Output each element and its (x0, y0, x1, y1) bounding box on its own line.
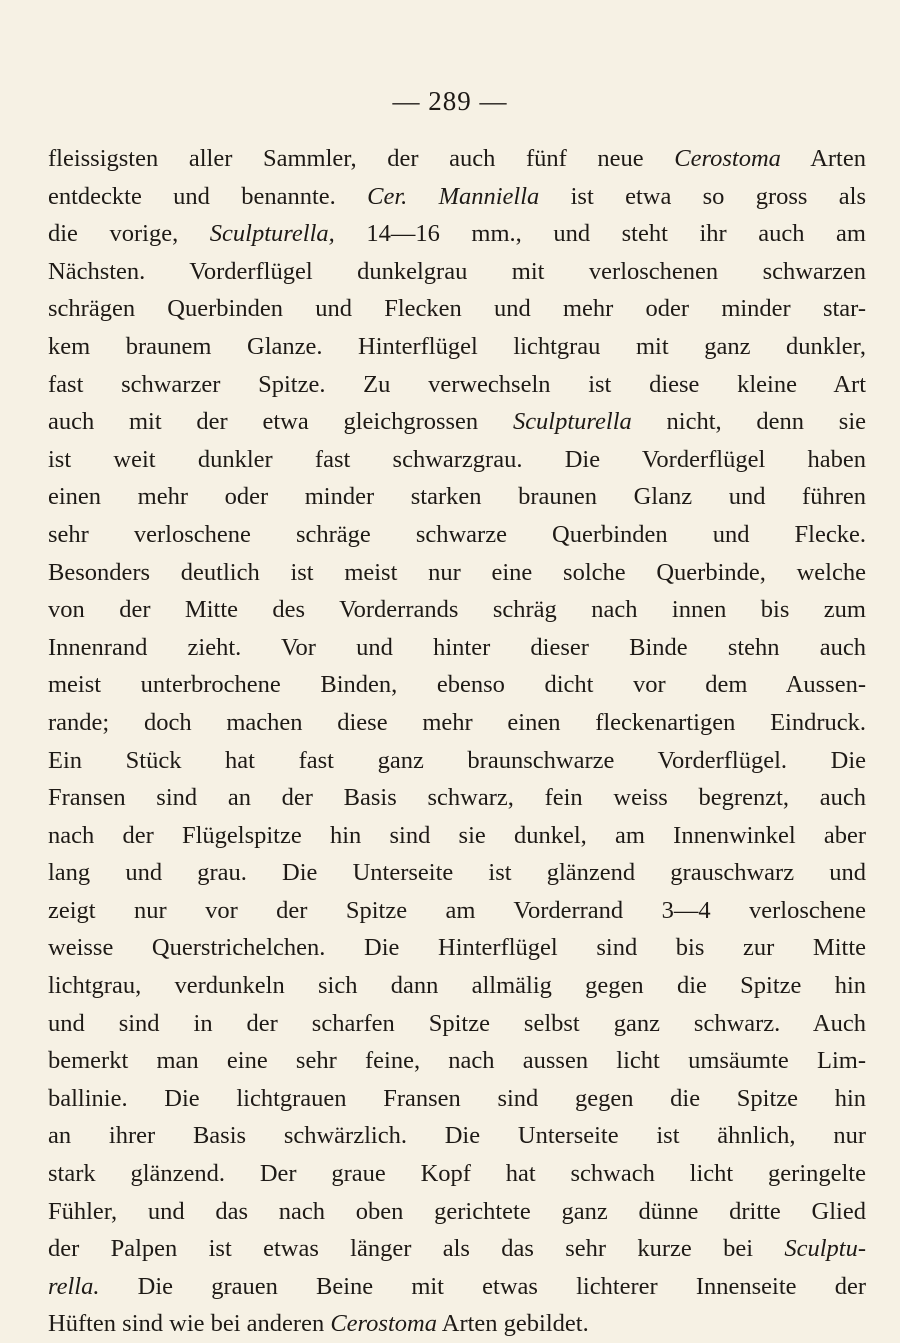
text-line: fast schwarzer Spitze. Zu verwechseln ist diese kleine Art (48, 370, 866, 398)
text-line: einen mehr oder minder starken braunen Glanz und führen (48, 483, 866, 511)
text-line: stark glänzend. Der graue Kopf hat schwach licht geringelte (48, 1160, 866, 1188)
text-line: weisse Querstrichelchen. Die Hinterflügel sind bis zur Mitte (48, 934, 866, 962)
text-line: rella. Die grauen Beine mit etwas lichterer Innenseite der (48, 1272, 866, 1300)
text-line: der Palpen ist etwas länger als das sehr kurze bei Sculptu- (48, 1235, 866, 1263)
text-line: von der Mitte des Vorderrands schräg nach innen bis zum (48, 596, 866, 624)
text-line: an ihrer Basis schwärzlich. Die Unterseite ist ähnlich, nur (48, 1122, 866, 1150)
text-line: nach der Flügelspitze hin sind sie dunkel, am Innenwinkel aber (48, 821, 866, 849)
text-line: und sind in der scharfen Spitze selbst ganz schwarz. Auch (48, 1009, 866, 1037)
text-line: Nächsten. Vorderflügel dunkelgrau mit verloschenen schwarzen (48, 257, 866, 285)
text-line: rande; doch machen diese mehr einen fleckenartigen Eindruck. (48, 708, 866, 736)
text-line: bemerkt man eine sehr feine, nach aussen licht umsäumte Lim- (48, 1047, 866, 1075)
text-line: Hüften sind wie bei anderen Cerostoma Arten gebildet. (48, 1310, 589, 1338)
italic-term: Sculpturella (512, 408, 632, 436)
text-line: die vorige, Sculpturella, 14—16 mm., und steht ihr auch am (48, 220, 866, 248)
text-line: sehr verloschene schräge schwarze Querbinden und Flecke. (48, 520, 866, 548)
text-line: Ein Stück hat fast ganz braunschwarze Vorderflügel. Die (48, 746, 866, 774)
page-number: — 289 — (392, 86, 508, 116)
text-line: meist unterbrochene Binden, ebenso dicht vor dem Aussen- (48, 671, 866, 699)
text-line: fleissigsten aller Sammler, der auch fünf neue Cerostoma Arten (48, 145, 866, 172)
italic-term: rella. (48, 1272, 100, 1300)
text-line: entdeckte und benannte. Cer. Manniella ist etwa so gross als (48, 182, 866, 210)
italic-term: Sculpturella, (209, 220, 335, 248)
text-line: lang und grau. Die Unterseite ist glänzend grauschwarz und (48, 859, 866, 887)
text-line: zeigt nur vor der Spitze am Vorderrand 3—4 verloschene (48, 896, 866, 924)
text-line: ist weit dunkler fast schwarzgrau. Die Vorderflügel haben (48, 445, 866, 473)
text-line: ballinie. Die lichtgrauen Fransen sind gegen die Spitze hin (48, 1084, 866, 1112)
text-line: Fühler, und das nach oben gerichtete ganz dünne dritte Glied (48, 1197, 866, 1225)
italic-term: Cerostoma (330, 1310, 437, 1338)
italic-term: Sculptu- (784, 1235, 866, 1263)
text-line: Innenrand zieht. Vor und hinter dieser Binde stehn auch (48, 633, 866, 661)
text-line: lichtgrau, verdunkeln sich dann allmälig gegen die Spitze hin (48, 972, 866, 1000)
text-line: auch mit der etwa gleichgrossen Sculpturella nicht, denn sie (48, 408, 867, 436)
italic-term: Cerostoma (674, 145, 781, 172)
text-line: kem braunem Glanze. Hinterflügel lichtgrau mit ganz dunkler, (48, 332, 866, 360)
text-line: Besonders deutlich ist meist nur eine solche Querbinde, welche (48, 558, 866, 586)
text-line: schrägen Querbinden und Flecken und mehr oder minder star- (48, 295, 866, 323)
italic-term: Cer. Manniella (367, 182, 540, 210)
body-text (48, 140, 866, 1343)
text-line: Fransen sind an der Basis schwarz, fein weiss begrenzt, auch (48, 784, 866, 812)
